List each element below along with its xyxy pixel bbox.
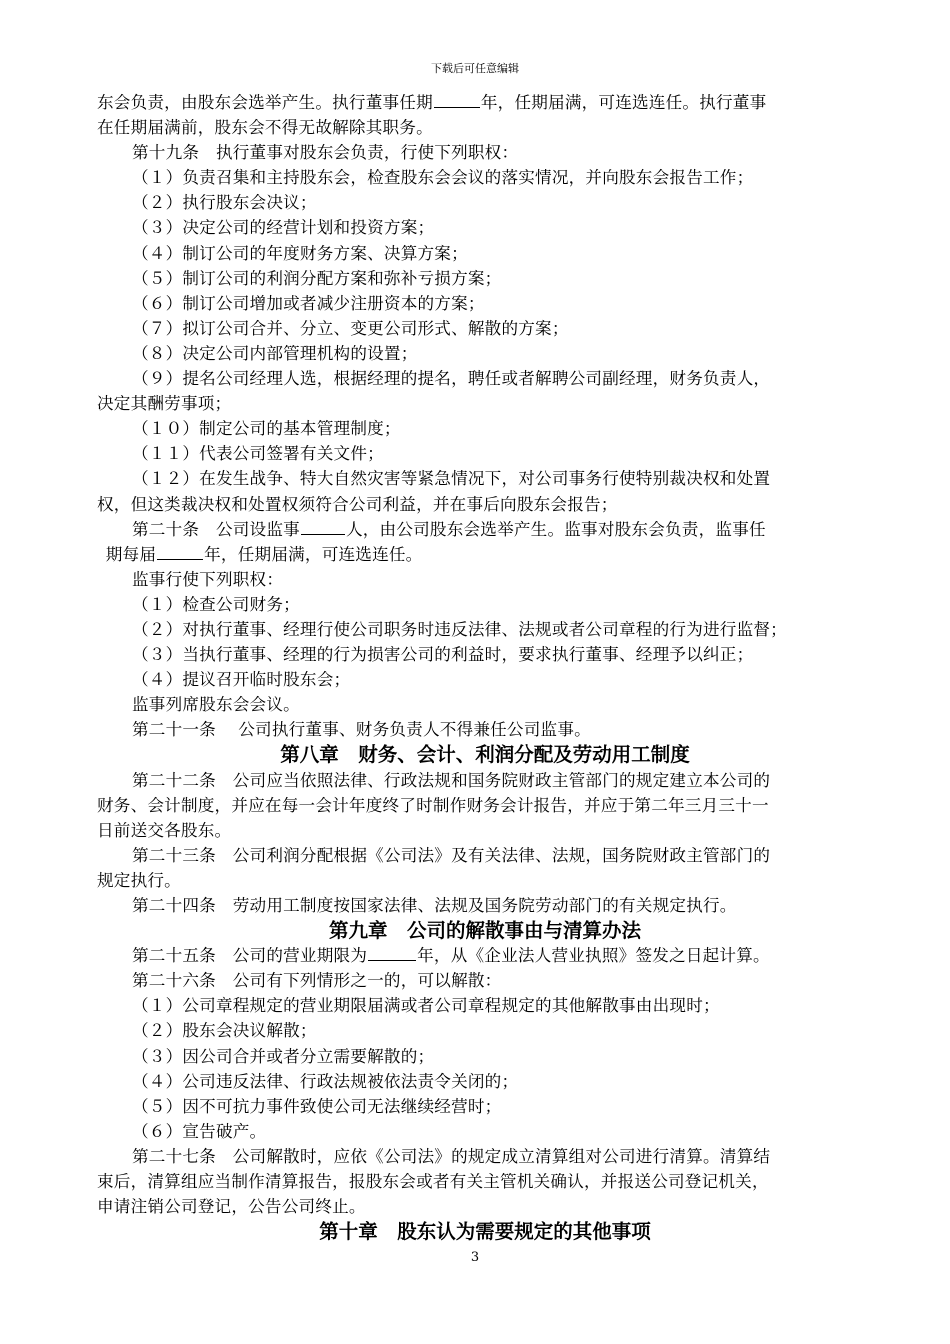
text-line (97, 1094, 873, 1119)
line-text: （４）公司违反法律、行政法规被依法责令关闭的； (132, 1071, 519, 1091)
line-text: 人，由公司股东会选举产生。监事对股东会负责，监事任 (345, 519, 766, 539)
line-text: （２）股东会决议解散； (132, 1021, 317, 1041)
text-line (97, 1069, 873, 1094)
text-line (97, 441, 873, 466)
fill-in-blank (368, 943, 416, 961)
text-line (97, 893, 873, 918)
line-text: 财务、会计制度，并应在每一会计年度终了时制作财务会计报告，并应于第二年三月三十一 (97, 795, 769, 815)
text-line (97, 341, 873, 366)
text-line (97, 1144, 873, 1169)
header-note: 下载后可任意编辑 (431, 62, 519, 75)
line-text: 第八章 财务、会计、利润分配及劳动用工制度 (280, 743, 690, 767)
line-text: 权，但这类裁决权和处置权须符合公司利益，并在事后向股东会报告； (97, 494, 618, 514)
text-line (97, 542, 873, 567)
line-text: 规定执行。 (97, 870, 181, 890)
text-line (97, 1119, 873, 1144)
line-text: 东会负责，由股东会选举产生。执行董事任期 (97, 93, 433, 112)
line-text: （１０）制定公司的基本管理制度； (132, 419, 401, 439)
text-line (97, 416, 873, 441)
text-line (97, 316, 873, 341)
text-line (97, 140, 873, 165)
text-line (97, 215, 873, 240)
line-text: 第二十二条 公司应当依照法律、行政法规和国务院财政主管部门的规定建立本公司的 (132, 770, 771, 790)
line-text: 第十章 股东认为需要规定的其他事项 (319, 1220, 651, 1244)
text-line (97, 366, 873, 391)
line-text: 束后，清算组应当制作清算报告，报股东会或者有关主管机关确认，并报送公司登记机关， (97, 1172, 769, 1192)
line-text: （４）制订公司的年度财务方案、决算方案； (132, 243, 468, 263)
line-text: 第二十五条 公司的营业期限为 (132, 946, 368, 966)
line-text: （６）制订公司增加或者减少注册资本的方案； (132, 293, 485, 313)
line-text: （６）宣告破产。 (132, 1121, 267, 1141)
text-line (97, 793, 873, 818)
line-text: 申请注销公司登记，公告公司终止。 (97, 1197, 366, 1217)
text-line (97, 567, 873, 592)
line-text: （８）决定公司内部管理机构的设置； (132, 343, 418, 363)
text-line (97, 266, 873, 291)
text-line (97, 868, 873, 893)
line-text: 第二十条 公司设监事 (132, 519, 300, 539)
fill-in-blank (157, 542, 203, 560)
text-line (97, 843, 873, 868)
page-number: 3 (470, 1250, 480, 1265)
line-text: （４）提议召开临时股东会； (132, 670, 351, 690)
line-text: （３）当执行董事、经理的行为损害公司的利益时，要求执行董事、经理予以纠正； (132, 645, 754, 665)
text-line (97, 291, 873, 316)
line-text: （３）决定公司的经营计划和投资方案； (132, 218, 435, 238)
chapter-title (97, 918, 873, 943)
line-text: 决定其酬劳事项； (97, 394, 232, 414)
line-text: （７）拟订公司合并、分立、变更公司形式、解散的方案； (132, 318, 569, 338)
text-line (97, 617, 873, 642)
text-line (97, 1194, 873, 1219)
line-text: 第二十六条 公司有下列情形之一的，可以解散： (132, 971, 502, 991)
line-text: （１）负责召集和主持股东会，检查股东会会议的落实情况，并向股东会报告工作； (132, 168, 754, 188)
line-text: 在任期届满前，股东会不得无故解除其职务。 (97, 118, 433, 138)
line-text: 年，任期届满，可连选连任。执行董事 (480, 93, 767, 112)
line-text: 日前送交各股东。 (97, 820, 232, 840)
chapter-title (97, 1219, 873, 1244)
line-text: （１）公司章程规定的营业期限届满或者公司章程规定的其他解散事由出现时； (132, 996, 720, 1016)
line-text: （５）制订公司的利润分配方案和弥补亏损方案； (132, 268, 502, 288)
text-line (97, 943, 873, 968)
line-text: 第二十七条 公司解散时，应依《公司法》的规定成立清算组对公司进行清算。清算结 (132, 1146, 771, 1166)
text-line (97, 1018, 873, 1043)
line-text: （２）执行股东会决议； (132, 193, 317, 213)
line-text: 年，从《企业法人营业执照》签发之日起计算。 (417, 946, 770, 966)
line-text: （９）提名公司经理人选，根据经理的提名，聘任或者解聘公司副经理，财务负责人， (132, 369, 771, 389)
text-line (97, 391, 873, 416)
line-text: 第九章 公司的解散事由与清算办法 (328, 919, 641, 943)
text-line (97, 993, 873, 1018)
text-line (97, 1169, 873, 1194)
line-text: 年，任期届满，可连选连任。 (204, 544, 423, 564)
line-text: 第二十三条 公司利润分配根据《公司法》及有关法律、法规，国务院财政主管部门的 (132, 845, 771, 865)
line-text: （３）因公司合并或者分立需要解散的； (132, 1046, 435, 1066)
line-text: （５）因不可抗力事件致使公司无法继续经营时； (132, 1096, 502, 1116)
text-line (97, 517, 873, 542)
document-body (97, 90, 873, 1244)
line-text: 第十九条 执行董事对股东会负责，行使下列职权： (132, 143, 519, 163)
line-text: （２）对执行董事、经理行使公司职务时违反法律、法规或者公司章程的行为进行监督； (132, 619, 787, 639)
chapter-title (97, 742, 873, 767)
text-line (97, 818, 873, 843)
fill-in-blank (434, 90, 480, 108)
line-text: 监事列席股东会会议。 (132, 695, 300, 715)
text-line (97, 968, 873, 993)
line-text: （１１）代表公司签署有关文件； (132, 444, 384, 464)
text-line (97, 642, 873, 667)
line-text: 第二十四条 劳动用工制度按国家法律、法规及国务院劳动部门的有关规定执行。 (132, 896, 737, 915)
text-line (97, 768, 873, 793)
text-line (97, 115, 873, 140)
line-text: 期每届 (105, 544, 157, 564)
text-line (97, 592, 873, 617)
line-text: （１２）在发生战争、特大自然灾害等紧急情况下，对公司事务行使特别裁决权和处置 (132, 469, 771, 489)
text-line (97, 90, 873, 115)
line-text: （１）检查公司财务； (132, 594, 300, 614)
text-line (97, 165, 873, 190)
text-line (97, 717, 873, 742)
text-line (97, 492, 873, 517)
line-text: 第二十一条 公司执行董事、财务负责人不得兼任公司监事。 (132, 720, 591, 740)
text-line (97, 1044, 873, 1069)
text-line (97, 241, 873, 266)
fill-in-blank (301, 517, 345, 535)
text-line (97, 692, 873, 717)
text-line (97, 667, 873, 692)
text-line (97, 466, 873, 491)
text-line (97, 190, 873, 215)
line-text: 监事行使下列职权： (132, 569, 284, 589)
